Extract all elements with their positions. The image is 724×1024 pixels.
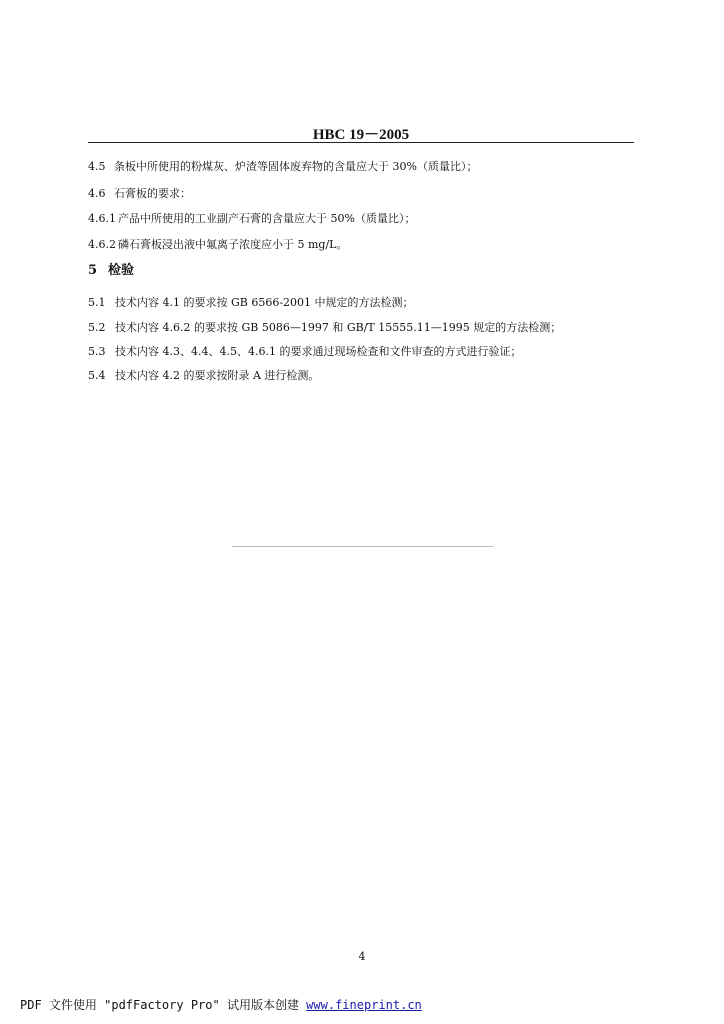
clause-text: 石膏板的要求：	[114, 187, 191, 200]
fineprint-link[interactable]: www.fineprint.cn	[306, 998, 422, 1012]
clause-text: 技术内容 4.1 的要求按 GB 6566-2001 中规定的方法检测；	[115, 296, 414, 309]
clause-number: 4.6	[88, 187, 106, 200]
clause-5-4	[88, 369, 319, 383]
clause-number: 4.6.2	[88, 238, 116, 251]
clause-number: 5.2	[88, 321, 106, 334]
page-number: 4	[358, 950, 366, 963]
clause-text: 技术内容 4.6.2 的要求按 GB 5086—1997 和 GB/T 15555.11—1995 规定的方法检测；	[115, 321, 562, 334]
clause-5-3	[88, 345, 521, 359]
clause-text: 技术内容 4.2 的要求按附录 A 进行检测。	[115, 369, 320, 382]
clause-5-2	[88, 321, 561, 335]
end-of-text-rule	[232, 546, 493, 547]
footer-text: PDF 文件使用 "pdfFactory Pro" 试用版本创建	[20, 998, 307, 1012]
standard-code-header: HBC 19－2005	[312, 127, 410, 143]
section-number: 5	[88, 263, 98, 278]
pdf-watermark-footer	[20, 996, 422, 1013]
section-title: 检验	[108, 263, 135, 278]
clause-text: 磷石膏板浸出液中氟离子浓度应小于 5 mg/L。	[118, 238, 348, 251]
clause-4-6-2	[88, 238, 347, 252]
clause-text: 技术内容 4.3、4.4、4.5、4.6.1 的要求通过现场检查和文件审查的方式进行验证；	[115, 345, 522, 358]
clause-number: 5.1	[88, 296, 106, 309]
header-rule	[88, 142, 634, 143]
clause-number: 5.4	[88, 369, 106, 382]
clause-4-6	[88, 187, 191, 201]
clause-4-6-1	[88, 212, 415, 226]
clause-4-5	[88, 160, 477, 174]
clause-text: 条板中所使用的粉煤灰、炉渣等固体废弃物的含量应大于 30%（质量比）；	[114, 160, 478, 173]
section-heading	[88, 263, 134, 279]
clause-text: 产品中所使用的工业副产石膏的含量应大于 50%（质量比）；	[118, 212, 416, 225]
clause-number: 4.6.1	[88, 212, 116, 225]
clause-number: 4.5	[88, 160, 106, 173]
clause-number: 5.3	[88, 345, 106, 358]
clause-5-1	[88, 296, 414, 310]
